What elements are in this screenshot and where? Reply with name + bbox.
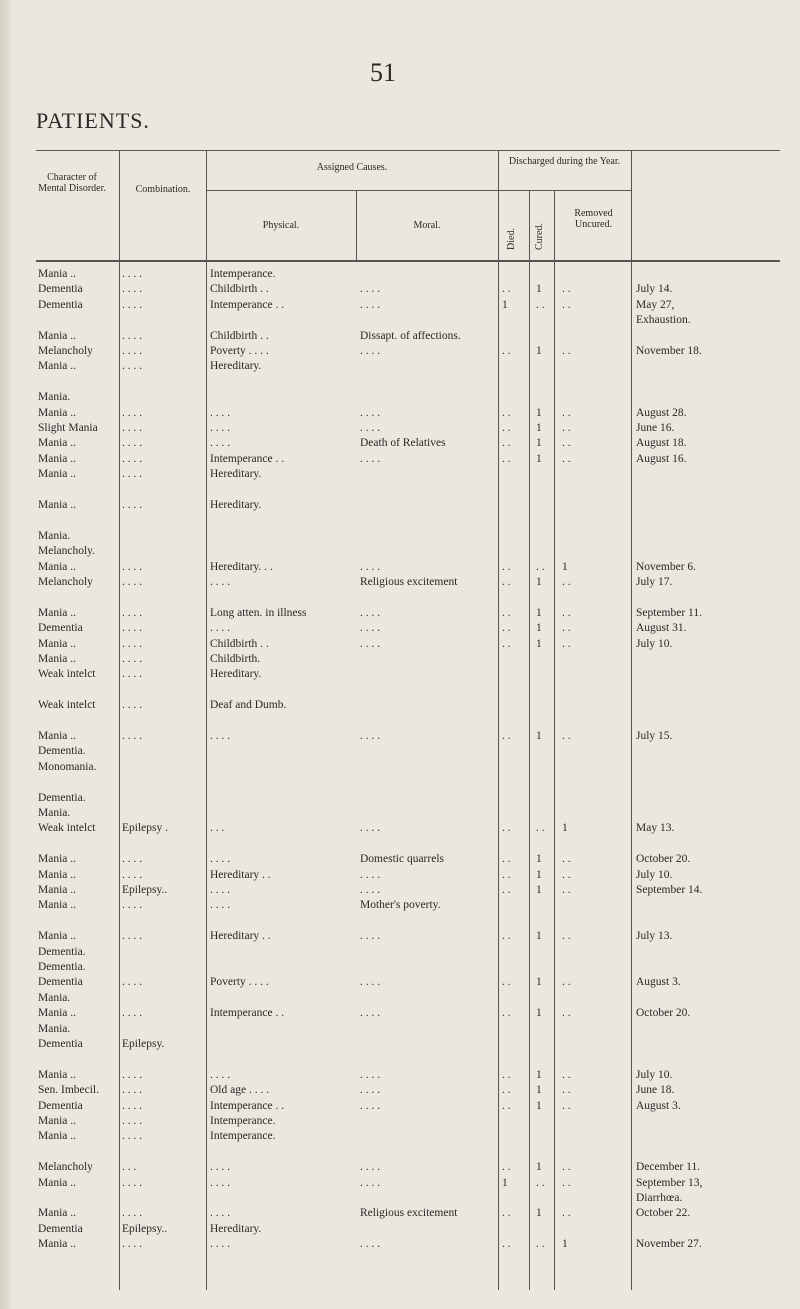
cell-died: . .: [502, 1238, 511, 1251]
cell-died: . .: [502, 437, 511, 450]
cell-moral: . . . .: [360, 406, 381, 419]
cell-died: . .: [502, 560, 511, 573]
cell-character: Mania.: [38, 807, 71, 819]
cell-character: Mania ..: [38, 1007, 77, 1020]
cell-combination: . . . .: [122, 422, 143, 434]
header-combination: Combination.: [135, 184, 191, 195]
cell-character: Mania.: [38, 391, 71, 404]
cell-character: Dementia: [38, 1099, 83, 1112]
header-character: Character of Mental Disorder.: [38, 172, 106, 194]
cell-date: July 10.: [636, 1068, 673, 1081]
cell-date: October 20.: [636, 1007, 691, 1020]
cell-cured: 1: [536, 868, 542, 881]
cell-character: Mania ..: [38, 1115, 77, 1127]
cell-physical: Hereditary.: [210, 360, 262, 373]
header-assigned-causes: Assigned Causes.: [316, 162, 388, 173]
cell-combination: Epilepsy.: [122, 1038, 165, 1050]
cell-date: August 3.: [636, 1099, 681, 1112]
cell-died: . .: [502, 930, 511, 943]
table-top-rule: [36, 150, 780, 151]
cell-character: Mania.: [38, 991, 71, 1004]
cell-combination: . . . .: [122, 329, 143, 342]
cell-moral: . . . .: [360, 1238, 381, 1251]
cell-moral: Dissapt. of affections.: [360, 329, 461, 342]
cell-date: August 18.: [636, 437, 687, 450]
cell-character: Mania ..: [38, 468, 77, 481]
cell-removed: 1: [562, 560, 568, 573]
header-bottom-rule: [36, 260, 780, 262]
cell-combination: Epilepsy..: [122, 884, 168, 896]
cell-moral: Mother's poverty.: [360, 899, 441, 912]
cell-moral: . . . .: [360, 298, 381, 311]
cell-character: Dementia: [38, 622, 83, 635]
cell-character: Mania ..: [38, 499, 77, 511]
cell-physical: . . .: [210, 822, 225, 835]
cell-physical: Childbirth . .: [210, 283, 269, 296]
cell-character: Dementia.: [38, 791, 86, 804]
cell-combination: . . . .: [122, 268, 143, 280]
cell-combination: Epilepsy .: [122, 822, 168, 835]
cell-died: . .: [502, 606, 511, 619]
cell-cured: 1: [536, 1007, 542, 1020]
cell-removed: . .: [562, 1068, 571, 1081]
cell-combination: . . . .: [122, 868, 143, 881]
cell-character: Dementia: [38, 1038, 83, 1050]
cell-moral: . . . .: [360, 283, 381, 296]
cell-moral: Death of Relatives: [360, 437, 446, 450]
cell-combination: . . . .: [122, 976, 143, 989]
cell-character: Dementia: [38, 298, 83, 311]
cell-cured: . .: [536, 298, 545, 311]
cell-removed: . .: [562, 1161, 571, 1174]
cell-date: June 18.: [636, 1084, 675, 1097]
cell-character: Monomania.: [38, 760, 97, 773]
cell-physical: . . . .: [210, 899, 231, 912]
header-cured: Cured.: [534, 223, 545, 250]
cell-date: July 15.: [636, 730, 673, 742]
cell-moral: . . . .: [360, 422, 381, 434]
cell-cured: 1: [536, 730, 542, 742]
cell-died: . .: [502, 422, 511, 434]
cell-moral: . . . .: [360, 637, 381, 650]
cell-physical: Poverty . . . .: [210, 345, 269, 357]
cell-date: July 10.: [636, 868, 673, 881]
cell-combination: . . . .: [122, 560, 143, 573]
cell-died: . .: [502, 822, 511, 835]
cell-cured: 1: [536, 406, 542, 419]
cell-physical: . . . .: [210, 1161, 231, 1174]
cell-date: July 10.: [636, 637, 673, 650]
cell-physical: Childbirth . .: [210, 329, 269, 342]
cell-physical: Intemperance . .: [210, 1007, 285, 1020]
cell-character: Dementia.: [38, 961, 86, 973]
cell-died: . .: [502, 730, 511, 742]
cell-character: Mania ..: [38, 1238, 77, 1251]
header-removed-uncured: Removed Uncured.: [574, 208, 613, 230]
cell-cured: 1: [536, 1068, 542, 1081]
cell-physical: . . . .: [210, 730, 231, 742]
cell-physical: Intemperance.: [210, 1130, 276, 1143]
cell-physical: . . . .: [210, 437, 231, 450]
cell-character: Melancholy.: [38, 545, 96, 558]
cell-combination: . . . .: [122, 668, 143, 681]
cell-physical: Long atten. in illness: [210, 606, 307, 619]
cell-cured: 1: [536, 622, 542, 635]
cell-physical: . . . .: [210, 884, 231, 896]
cell-character: Mania ..: [38, 930, 77, 943]
cell-combination: . . . .: [122, 1068, 143, 1081]
cell-cured: 1: [536, 637, 542, 650]
cell-physical: Childbirth.: [210, 653, 261, 665]
cell-moral: . . . .: [360, 730, 381, 742]
cell-removed: . .: [562, 930, 571, 943]
cell-combination: . . . .: [122, 452, 143, 465]
cell-moral: Domestic quarrels: [360, 853, 444, 866]
cell-moral: . . . .: [360, 1099, 381, 1112]
cell-physical: Hereditary . .: [210, 868, 271, 881]
cell-moral: . . . .: [360, 606, 381, 619]
cell-moral: . . . .: [360, 822, 381, 835]
cell-combination: . . . .: [122, 1207, 143, 1220]
cell-removed: . .: [562, 1007, 571, 1020]
cell-died: . .: [502, 853, 511, 866]
cell-date: October 20.: [636, 853, 691, 866]
cell-physical: Hereditary.: [210, 499, 262, 511]
page-edge: [0, 0, 14, 1309]
cell-moral: . . . .: [360, 622, 381, 635]
cell-died: . .: [502, 1068, 511, 1081]
cell-cured: 1: [536, 930, 542, 943]
cell-physical: Old age . . . .: [210, 1084, 270, 1097]
cell-physical: Hereditary.: [210, 468, 262, 481]
cell-moral: . . . .: [360, 1084, 381, 1097]
cell-physical: Intemperance . .: [210, 1099, 285, 1112]
cell-physical: . . . .: [210, 576, 231, 588]
rule-after-removed: [631, 150, 632, 1290]
cell-character: Mania ..: [38, 1176, 77, 1189]
cell-cured: . .: [536, 1176, 545, 1189]
cell-physical: Hereditary. . .: [210, 560, 273, 573]
header-moral: Moral.: [413, 220, 441, 231]
cell-date: October 22.: [636, 1207, 691, 1220]
cell-character: Mania ..: [38, 853, 77, 866]
cell-died: . .: [502, 406, 511, 419]
cell-character: Mania ..: [38, 360, 77, 373]
cell-date: Exhaustion.: [636, 314, 691, 327]
cell-character: Mania ..: [38, 437, 77, 450]
cell-removed: . .: [562, 406, 571, 419]
cell-character: Mania ..: [38, 1130, 77, 1143]
cell-combination: . . . .: [122, 1007, 143, 1020]
cell-died: . .: [502, 1207, 511, 1220]
cell-combination: . . . .: [122, 1130, 143, 1143]
cell-cured: 1: [536, 345, 542, 357]
cell-character: Mania ..: [38, 452, 77, 465]
cell-character: Sen. Imbecil.: [38, 1084, 99, 1097]
cell-removed: . .: [562, 976, 571, 989]
cell-physical: Hereditary . .: [210, 930, 271, 943]
cell-moral: . . . .: [360, 868, 381, 881]
cell-died: . .: [502, 1084, 511, 1097]
cell-combination: . . . .: [122, 899, 143, 912]
subheader-rule: [206, 190, 631, 191]
cell-removed: . .: [562, 1084, 571, 1097]
cell-character: Dementia: [38, 283, 83, 296]
cell-removed: 1: [562, 1238, 568, 1251]
cell-moral: . . . .: [360, 930, 381, 943]
cell-removed: . .: [562, 637, 571, 650]
cell-combination: . . .: [122, 1161, 137, 1174]
cell-date: November 27.: [636, 1238, 702, 1251]
cell-removed: . .: [562, 606, 571, 619]
cell-removed: . .: [562, 283, 571, 296]
cell-combination: . . . .: [122, 468, 143, 481]
cell-physical: Childbirth . .: [210, 637, 269, 650]
cell-combination: . . . .: [122, 606, 143, 619]
cell-died: . .: [502, 622, 511, 635]
cell-date: November 18.: [636, 345, 702, 357]
cell-date: Diarrhœa.: [636, 1192, 683, 1204]
cell-moral: . . . .: [360, 1007, 381, 1020]
cell-died: . .: [502, 976, 511, 989]
cell-removed: . .: [562, 437, 571, 450]
header-discharged: Discharged during the Year.: [508, 156, 621, 167]
cell-died: . .: [502, 637, 511, 650]
cell-character: Melancholy: [38, 1161, 93, 1174]
cell-combination: . . . .: [122, 1115, 143, 1127]
cell-moral: . . . .: [360, 560, 381, 573]
cell-character: Dementia.: [38, 945, 86, 958]
cell-died: . .: [502, 345, 511, 357]
rule-after-character: [119, 150, 120, 1290]
cell-moral: . . . .: [360, 452, 381, 465]
cell-date: November 6.: [636, 560, 697, 573]
cell-cured: 1: [536, 853, 542, 866]
cell-cured: . .: [536, 822, 545, 835]
cell-date: August 28.: [636, 406, 687, 419]
cell-character: Mania ..: [38, 730, 77, 742]
cell-cured: 1: [536, 283, 542, 296]
cell-combination: . . . .: [122, 1099, 143, 1112]
cell-physical: Intemperance . .: [210, 452, 285, 465]
rule-after-moral: [498, 150, 499, 1290]
cell-character: Weak intelct: [38, 822, 96, 835]
cell-physical: Hereditary.: [210, 1222, 262, 1235]
cell-physical: . . . .: [210, 853, 231, 866]
cell-combination: . . . .: [122, 437, 143, 450]
cell-character: Mania ..: [38, 329, 77, 342]
cell-physical: . . . .: [210, 1238, 231, 1251]
cell-combination: . . . .: [122, 283, 143, 296]
page-heading: PATIENTS.: [36, 108, 150, 133]
cell-cured: 1: [536, 452, 542, 465]
cell-character: Mania ..: [38, 1068, 77, 1081]
cell-date: July 14.: [636, 283, 673, 296]
cell-character: Mania ..: [38, 653, 77, 665]
cell-physical: . . . .: [210, 422, 231, 434]
cell-physical: Intemperance.: [210, 1115, 276, 1127]
cell-physical: . . . .: [210, 622, 231, 635]
cell-date: July 17.: [636, 576, 673, 588]
cell-physical: Hereditary.: [210, 668, 262, 681]
cell-cured: 1: [536, 976, 542, 989]
cell-died: . .: [502, 1007, 511, 1020]
cell-removed: . .: [562, 576, 571, 588]
cell-moral: . . . .: [360, 1068, 381, 1081]
cell-removed: . .: [562, 622, 571, 635]
cell-cured: 1: [536, 1161, 542, 1174]
cell-died: 1: [502, 1176, 508, 1189]
cell-died: 1: [502, 298, 508, 311]
cell-character: Slight Mania: [38, 422, 98, 434]
patients-table: [36, 150, 780, 1290]
cell-died: . .: [502, 283, 511, 296]
cell-removed: . .: [562, 422, 571, 434]
cell-died: . .: [502, 884, 511, 896]
cell-physical: . . . .: [210, 1068, 231, 1081]
cell-combination: . . . .: [122, 699, 143, 712]
cell-character: Weak intelct: [38, 699, 96, 712]
rule-after-died: [529, 190, 530, 1290]
cell-physical: Deaf and Dumb.: [210, 699, 287, 712]
header-died: Died.: [506, 228, 517, 250]
cell-removed: . .: [562, 452, 571, 465]
cell-combination: . . . .: [122, 499, 143, 511]
cell-character: Dementia.: [38, 745, 86, 758]
cell-removed: . .: [562, 730, 571, 742]
cell-moral: Religious excitement: [360, 1207, 458, 1220]
cell-date: September 11.: [636, 606, 703, 619]
cell-cured: 1: [536, 1084, 542, 1097]
cell-moral: . . . .: [360, 345, 381, 357]
cell-character: Mania.: [38, 529, 71, 542]
cell-date: September 14.: [636, 884, 703, 896]
cell-combination: . . . .: [122, 622, 143, 635]
cell-cured: 1: [536, 1207, 542, 1220]
header-physical: Physical.: [262, 220, 300, 231]
cell-removed: 1: [562, 822, 568, 835]
cell-moral: . . . .: [360, 976, 381, 989]
cell-character: Mania ..: [38, 1207, 77, 1220]
cell-character: Mania ..: [38, 406, 77, 419]
cell-physical: . . . .: [210, 1176, 231, 1189]
cell-cured: 1: [536, 437, 542, 450]
cell-cured: 1: [536, 576, 542, 588]
cell-combination: . . . .: [122, 576, 143, 588]
cell-died: . .: [502, 1161, 511, 1174]
cell-combination: . . . .: [122, 730, 143, 742]
cell-removed: . .: [562, 1176, 571, 1189]
cell-physical: Intemperance.: [210, 268, 276, 280]
cell-combination: . . . .: [122, 360, 143, 373]
rule-after-cured: [554, 190, 555, 1290]
cell-moral: . . . .: [360, 1161, 381, 1174]
cell-character: Mania ..: [38, 560, 77, 573]
cell-date: June 16.: [636, 422, 675, 434]
cell-date: August 16.: [636, 452, 687, 465]
cell-died: . .: [502, 576, 511, 588]
cell-cured: 1: [536, 606, 542, 619]
cell-combination: . . . .: [122, 345, 143, 357]
cell-removed: . .: [562, 345, 571, 357]
cell-character: Mania ..: [38, 899, 77, 912]
cell-removed: . .: [562, 884, 571, 896]
cell-moral: Religious excitement: [360, 576, 458, 588]
cell-date: December 11.: [636, 1161, 701, 1174]
cell-date: May 13.: [636, 822, 675, 835]
cell-cured: 1: [536, 1099, 542, 1112]
cell-moral: . . . .: [360, 884, 381, 896]
cell-cured: . .: [536, 560, 545, 573]
cell-combination: . . . .: [122, 653, 143, 665]
cell-died: . .: [502, 868, 511, 881]
cell-date: August 3.: [636, 976, 681, 989]
cell-combination: . . . .: [122, 1176, 143, 1189]
cell-moral: . . . .: [360, 1176, 381, 1189]
cell-combination: . . . .: [122, 298, 143, 311]
cell-physical: Poverty . . . .: [210, 976, 269, 989]
cell-combination: . . . .: [122, 930, 143, 943]
cell-cured: 1: [536, 884, 542, 896]
cell-character: Mania ..: [38, 884, 77, 896]
cell-removed: . .: [562, 853, 571, 866]
cell-died: . .: [502, 1099, 511, 1112]
cell-character: Mania.: [38, 1022, 71, 1035]
cell-cured: . .: [536, 1238, 545, 1251]
cell-combination: . . . .: [122, 1238, 143, 1251]
cell-removed: . .: [562, 868, 571, 881]
cell-date: August 31.: [636, 622, 687, 635]
cell-combination: . . . .: [122, 637, 143, 650]
cell-combination: . . . .: [122, 406, 143, 419]
cell-character: Dementia: [38, 1222, 83, 1235]
cell-date: July 13.: [636, 930, 673, 943]
cell-character: Melancholy: [38, 576, 93, 588]
cell-character: Mania ..: [38, 268, 77, 280]
page-number: 51: [370, 58, 396, 87]
cell-character: Mania ..: [38, 606, 77, 619]
cell-died: . .: [502, 452, 511, 465]
cell-character: Melancholy: [38, 345, 93, 357]
cell-character: Mania ..: [38, 637, 77, 650]
rule-after-combination: [206, 150, 207, 1290]
cell-combination: . . . .: [122, 853, 143, 866]
cell-removed: . .: [562, 298, 571, 311]
cell-removed: . .: [562, 1207, 571, 1220]
cell-combination: Epilepsy..: [122, 1222, 168, 1235]
cell-cured: 1: [536, 422, 542, 434]
cell-date: May 27,: [636, 298, 675, 311]
cell-date: September 13,: [636, 1176, 703, 1189]
cell-physical: Intemperance . .: [210, 298, 285, 311]
cell-removed: . .: [562, 1099, 571, 1112]
cell-character: Mania ..: [38, 868, 77, 881]
cell-character: Dementia: [38, 976, 83, 989]
cell-character: Weak intelct: [38, 668, 96, 681]
cell-physical: . . . .: [210, 1207, 231, 1220]
cell-combination: . . . .: [122, 1084, 143, 1097]
cell-physical: . . . .: [210, 406, 231, 419]
